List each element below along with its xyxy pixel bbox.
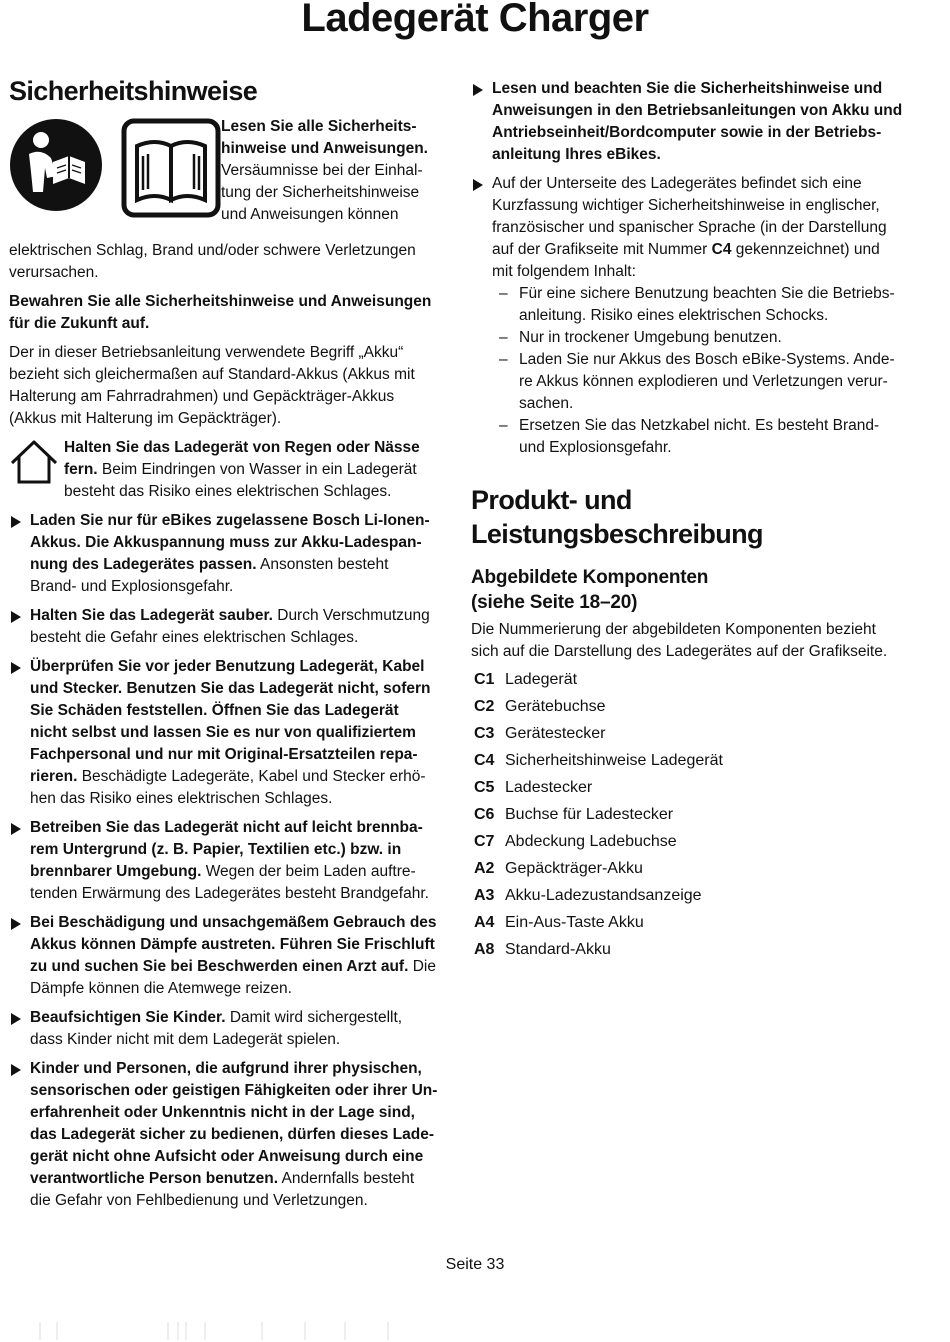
indoor-use-icon	[9, 439, 59, 485]
bullet-item	[9, 817, 439, 905]
bullet-item	[9, 1007, 439, 1051]
bullet-triangle-icon	[11, 1064, 21, 1076]
bullet-text: Durch Verschmutzung besteht die Gefahr eines elektrischen Schlages.	[30, 607, 430, 646]
safety-heading: Sicherheitshinweise	[9, 76, 258, 106]
left-column	[9, 74, 439, 1219]
intro-text: Versäumnisse bei der Einhaltung der Sicherheitshinweise und Anweisungen können	[221, 162, 423, 223]
print-marks-decoration	[0, 1318, 950, 1342]
component-row	[471, 748, 903, 775]
component-row	[471, 721, 903, 748]
dash-marker: –	[499, 417, 508, 434]
bullet-triangle-icon	[473, 84, 483, 96]
component-label: Ladestecker	[505, 779, 593, 796]
list-item-text: Ersetzen Sie das Netzkabel nicht. Es besteht Brand- und Explosionsgefahr.	[519, 417, 880, 456]
keep-notice	[9, 291, 439, 335]
keep-notice-text: Bewahren Sie alle Sicherheitshinweise und Anweisungen für die Zukunft auf.	[9, 293, 432, 332]
component-ref: C4	[711, 241, 732, 258]
components-subheading-1: Abgebildete Komponenten	[471, 567, 709, 588]
component-code: C2	[474, 698, 495, 715]
component-row	[471, 856, 903, 883]
component-label: Standard-Akku	[505, 941, 611, 958]
component-code: A8	[474, 941, 495, 958]
manual-book-icon	[121, 118, 221, 218]
components-subheading-2: (siehe Seite 18–20)	[471, 592, 638, 613]
intro-bold: Lesen Sie alle Sicherheitshinweise und Anweisungen.	[221, 118, 428, 157]
list-item-text: Laden Sie nur Akkus des Bosch eBike-Systems. Andere Akkus können explodieren und Verletzungen verursachen.	[519, 351, 895, 412]
component-code: C7	[474, 833, 495, 850]
list-item	[471, 349, 903, 415]
safety-intro	[9, 116, 439, 258]
dash-marker: –	[499, 329, 508, 346]
bullet-item	[9, 912, 439, 1000]
component-code: C1	[474, 671, 495, 688]
components-intro: Die Nummerierung der abgebildeten Komponenten bezieht sich auf die Darstellung des Ladegerätes auf der Grafikseite.	[471, 621, 888, 660]
bullet-triangle-icon	[11, 823, 21, 835]
component-row	[471, 910, 903, 937]
page-title: Ladegerät Charger	[301, 0, 649, 40]
component-label: Sicherheitshinweise Ladegerät	[505, 752, 723, 769]
component-row	[471, 829, 903, 856]
bullet-bold: Betreiben Sie das Ladegerät nicht auf leicht brennbarem Untergrund (z. B. Papier, Textilien etc.) bzw. in brennbarer Umgebung.	[30, 819, 423, 880]
indoor-warning-bold: Halten Sie das Ladegerät von Regen oder Nässe fern.	[64, 439, 420, 478]
bullet-triangle-icon	[473, 179, 483, 191]
bullet-bold: Kinder und Personen, die aufgrund ihrer physischen, sensorischen oder geistigen Fähigkeiten oder ihrer Unerfahrenheit oder Unkenntnis nicht in der Lage sind, das Ladegerät sicher zu bedienen, dürfen dieses Ladegerät nicht ohne Aufsicht oder Anweisung durch eine verantwortliche Person benutzen.	[30, 1060, 438, 1187]
component-row	[471, 937, 903, 964]
bullet-triangle-icon	[11, 918, 21, 930]
bullet-triangle-icon	[11, 611, 21, 623]
bullet-item	[9, 510, 439, 598]
bullet-item	[9, 656, 439, 810]
component-label: Akku-Ladezustandsanzeige	[505, 887, 702, 904]
component-label: Ein-Aus-Taste Akku	[505, 914, 644, 931]
right-column	[471, 78, 903, 964]
indoor-warning	[9, 437, 439, 503]
component-label: Gerätestecker	[505, 725, 606, 742]
bullet-text: Wegen der beim Laden auftretenden Erwärmung des Ladegerätes besteht Brandgefahr.	[30, 863, 429, 902]
component-code: C4	[474, 752, 495, 769]
component-label: Abdeckung Ladebuchse	[505, 833, 677, 850]
list-item	[471, 415, 903, 459]
bullet-text: Beschädigte Ladegeräte, Kabel und Stecker erhöhen das Risiko eines elektrischen Schlages.	[30, 768, 426, 807]
component-code: A3	[474, 887, 495, 904]
bullet-bold: Lesen und beachten Sie die Sicherheitshinweise und Anweisungen in den Betriebsanleitungen von Akku und Antriebseinheit/Bordcomputer sowie in der Betriebsanleitung Ihres eBikes.	[492, 80, 903, 163]
bullet-text: Die Dämpfe können die Atemwege reizen.	[30, 958, 436, 997]
component-row	[471, 802, 903, 829]
indoor-warning-text: Beim Eindringen von Wasser in ein Ladegerät besteht das Risiko eines elektrischen Schlages.	[64, 461, 417, 500]
list-item	[471, 327, 903, 349]
component-code: A2	[474, 860, 495, 877]
bullet-item	[9, 605, 439, 649]
component-code: C5	[474, 779, 495, 796]
bullet-text: Damit wird sichergestellt, dass Kinder nicht mit dem Ladegerät spielen.	[30, 1009, 403, 1048]
bullet-text: gekennzeichnet) und mit folgendem Inhalt:	[492, 241, 880, 280]
component-row	[471, 667, 903, 694]
component-label: Gepäckträger-Akku	[505, 860, 643, 877]
list-item-text: Für eine sichere Benutzung beachten Sie die Betriebsanleitung. Risiko eines elektrischen Schocks.	[519, 285, 895, 324]
component-code: C3	[474, 725, 495, 742]
component-row	[471, 775, 903, 802]
definition-paragraph: Der in dieser Betriebsanleitung verwendete Begriff „Akku“ bezieht sich gleichermaßen auf Standard-Akkus (Akkus mit Halterung am Fahrradrahmen) und Gepäckträger-Akkus (Akkus mit Halterung im Gepäckträger).	[9, 344, 415, 427]
product-heading: Produkt- und Leistungsbeschreibung	[471, 485, 763, 549]
list-item	[471, 283, 903, 327]
component-label: Gerätebuchse	[505, 698, 606, 715]
read-manual-icon	[9, 118, 103, 212]
component-code: C6	[474, 806, 495, 823]
list-item-text: Nur in trockener Umgebung benutzen.	[519, 329, 782, 346]
bullet-triangle-icon	[11, 662, 21, 674]
bullet-item	[471, 78, 903, 166]
component-label: Buchse für Ladestecker	[505, 806, 674, 823]
bullet-item	[471, 173, 903, 283]
bullet-text: Ansonsten besteht Brand- und Explosionsgefahr.	[30, 556, 389, 595]
dash-marker: –	[499, 285, 508, 302]
bullet-text: Andernfalls besteht die Gefahr von Fehlbedienung und Verletzungen.	[30, 1170, 415, 1209]
intro-continuation: elektrischen Schlag, Brand und/oder schwere Verletzungen verursachen.	[9, 242, 416, 281]
bullet-text: Auf der Unterseite des Ladegerätes befindet sich eine Kurzfassung wichtiger Sicherheitshinweise in englischer, französischer und spanischer Sprache (in der Darstellung auf der Grafikseite mit Nummer	[492, 175, 887, 258]
component-label: Ladegerät	[505, 671, 578, 688]
bullet-triangle-icon	[11, 1013, 21, 1025]
component-row	[471, 883, 903, 910]
bullet-bold: Bei Beschädigung und unsachgemäßem Gebrauch des Akkus können Dämpfe austreten. Führen Sie Frischluft zu und suchen Sie bei Beschwerden einen Arzt auf.	[30, 914, 437, 975]
component-row	[471, 694, 903, 721]
bullet-item	[9, 1058, 439, 1212]
component-code: A4	[474, 914, 495, 931]
bullet-bold: Beaufsichtigen Sie Kinder.	[30, 1009, 226, 1026]
bullet-bold: Überprüfen Sie vor jeder Benutzung Ladegerät, Kabel und Stecker. Benutzen Sie das Ladegerät nicht, sofern Sie Schäden feststellen. Öffnen Sie das Ladegerät nicht selbst und lassen Sie es nur von qualifiziertem Fachpersonal und nur mit Original-Ersatzteilen reparieren.	[30, 658, 431, 785]
bullet-triangle-icon	[11, 516, 21, 528]
dash-marker: –	[499, 351, 508, 368]
bullet-bold: Laden Sie nur für eBikes zugelassene Bosch Li-Ionen-Akkus. Die Akkuspannung muss zur Akku-Ladespannung des Ladegerätes passen.	[30, 512, 430, 573]
bullet-bold: Halten Sie das Ladegerät sauber.	[30, 607, 273, 624]
components-list	[471, 667, 903, 964]
page-number: Seite 33	[445, 1256, 505, 1273]
label-summary-list	[471, 283, 903, 459]
